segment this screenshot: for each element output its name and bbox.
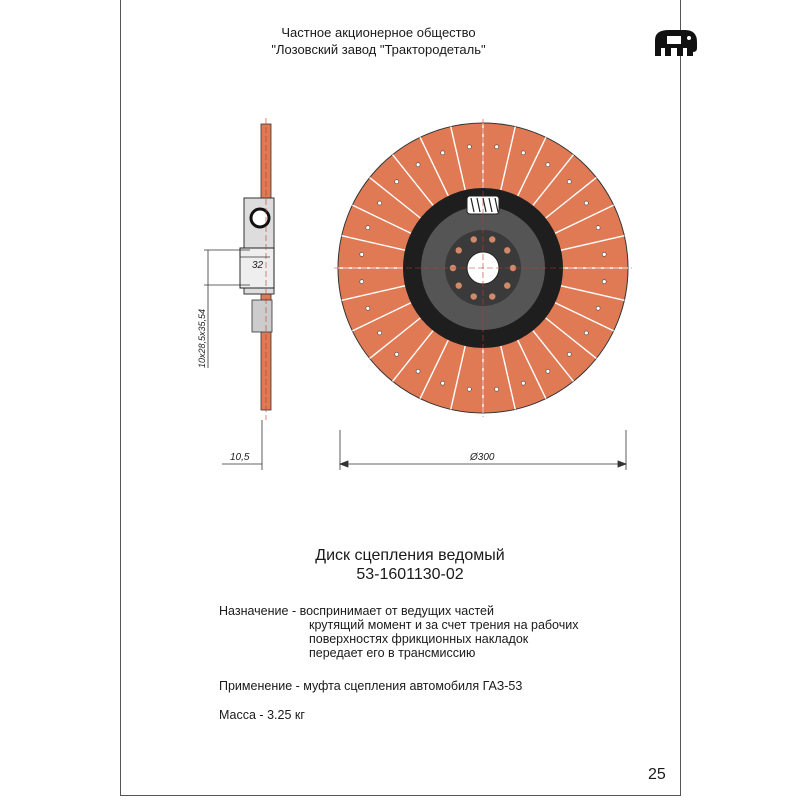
rivet-icon — [467, 387, 471, 391]
dimension-thickness: 10,5 — [230, 452, 250, 463]
purpose-line3: поверхностях фрикционных накладок — [309, 632, 529, 646]
page-number: 25 — [648, 766, 666, 783]
rivet-icon — [360, 280, 364, 284]
hub-hole-icon — [456, 282, 462, 288]
rivet-icon — [521, 381, 525, 385]
rivet-icon — [467, 145, 471, 149]
purpose-label: Назначение — [219, 604, 289, 618]
side-damper-plate — [252, 300, 272, 332]
rivet-icon — [441, 381, 445, 385]
rivet-icon — [416, 369, 420, 373]
rivet-icon — [596, 306, 600, 310]
purpose-line2: крутящий момент и за счет трения на рабочих — [309, 618, 579, 632]
rivet-icon — [416, 163, 420, 167]
product-name: Диск сцепления ведомый — [315, 547, 505, 564]
rivet-icon — [596, 226, 600, 230]
purpose-line1: - воспринимает от ведущих частей — [291, 604, 494, 618]
rivet-icon — [395, 352, 399, 356]
dimension-hub-width: 32 — [252, 260, 264, 271]
rivet-icon — [602, 280, 606, 284]
rivet-icon — [495, 145, 499, 149]
rivet-icon — [584, 331, 588, 335]
rivet-icon — [441, 151, 445, 155]
rivet-icon — [360, 252, 364, 256]
dimension-diameter: Ø300 — [470, 452, 495, 463]
rivet-icon — [567, 180, 571, 184]
rivet-icon — [366, 226, 370, 230]
hub-hole-icon — [504, 247, 510, 253]
rivet-icon — [378, 201, 382, 205]
rivet-icon — [495, 387, 499, 391]
rivet-icon — [395, 180, 399, 184]
hub-hole-icon — [489, 293, 495, 299]
company-name-line2: "Лозовский завод "Трактородеталь" — [271, 42, 486, 57]
hub-hole-icon — [504, 282, 510, 288]
company-name-line1: Частное акционерное общество — [281, 25, 476, 40]
clutch-disc-front-view — [334, 119, 632, 417]
hub-hole-icon — [456, 247, 462, 253]
purpose-block — [219, 604, 578, 660]
rivet-icon — [378, 331, 382, 335]
mass-text: Масса - 3.25 кг — [219, 708, 305, 722]
rivet-icon — [602, 252, 606, 256]
hub-hole-icon — [471, 236, 477, 242]
product-title — [200, 546, 620, 584]
rivet-icon — [521, 151, 525, 155]
rivet-icon — [567, 352, 571, 356]
rivet-icon — [584, 201, 588, 205]
rivet-icon — [366, 306, 370, 310]
rivet-icon — [546, 369, 550, 373]
application-text: Применение - муфта сцепления автомобиля ГАЗ-53 — [219, 679, 523, 693]
dimension-spline: 10х28,5х35,54 — [197, 308, 207, 368]
purpose-line4: передает его в трансмиссию — [309, 646, 476, 660]
hub-hole-icon — [471, 293, 477, 299]
rivet-icon — [546, 163, 550, 167]
hub-hole-icon — [489, 236, 495, 242]
part-number: 53-1601130-02 — [356, 566, 464, 583]
